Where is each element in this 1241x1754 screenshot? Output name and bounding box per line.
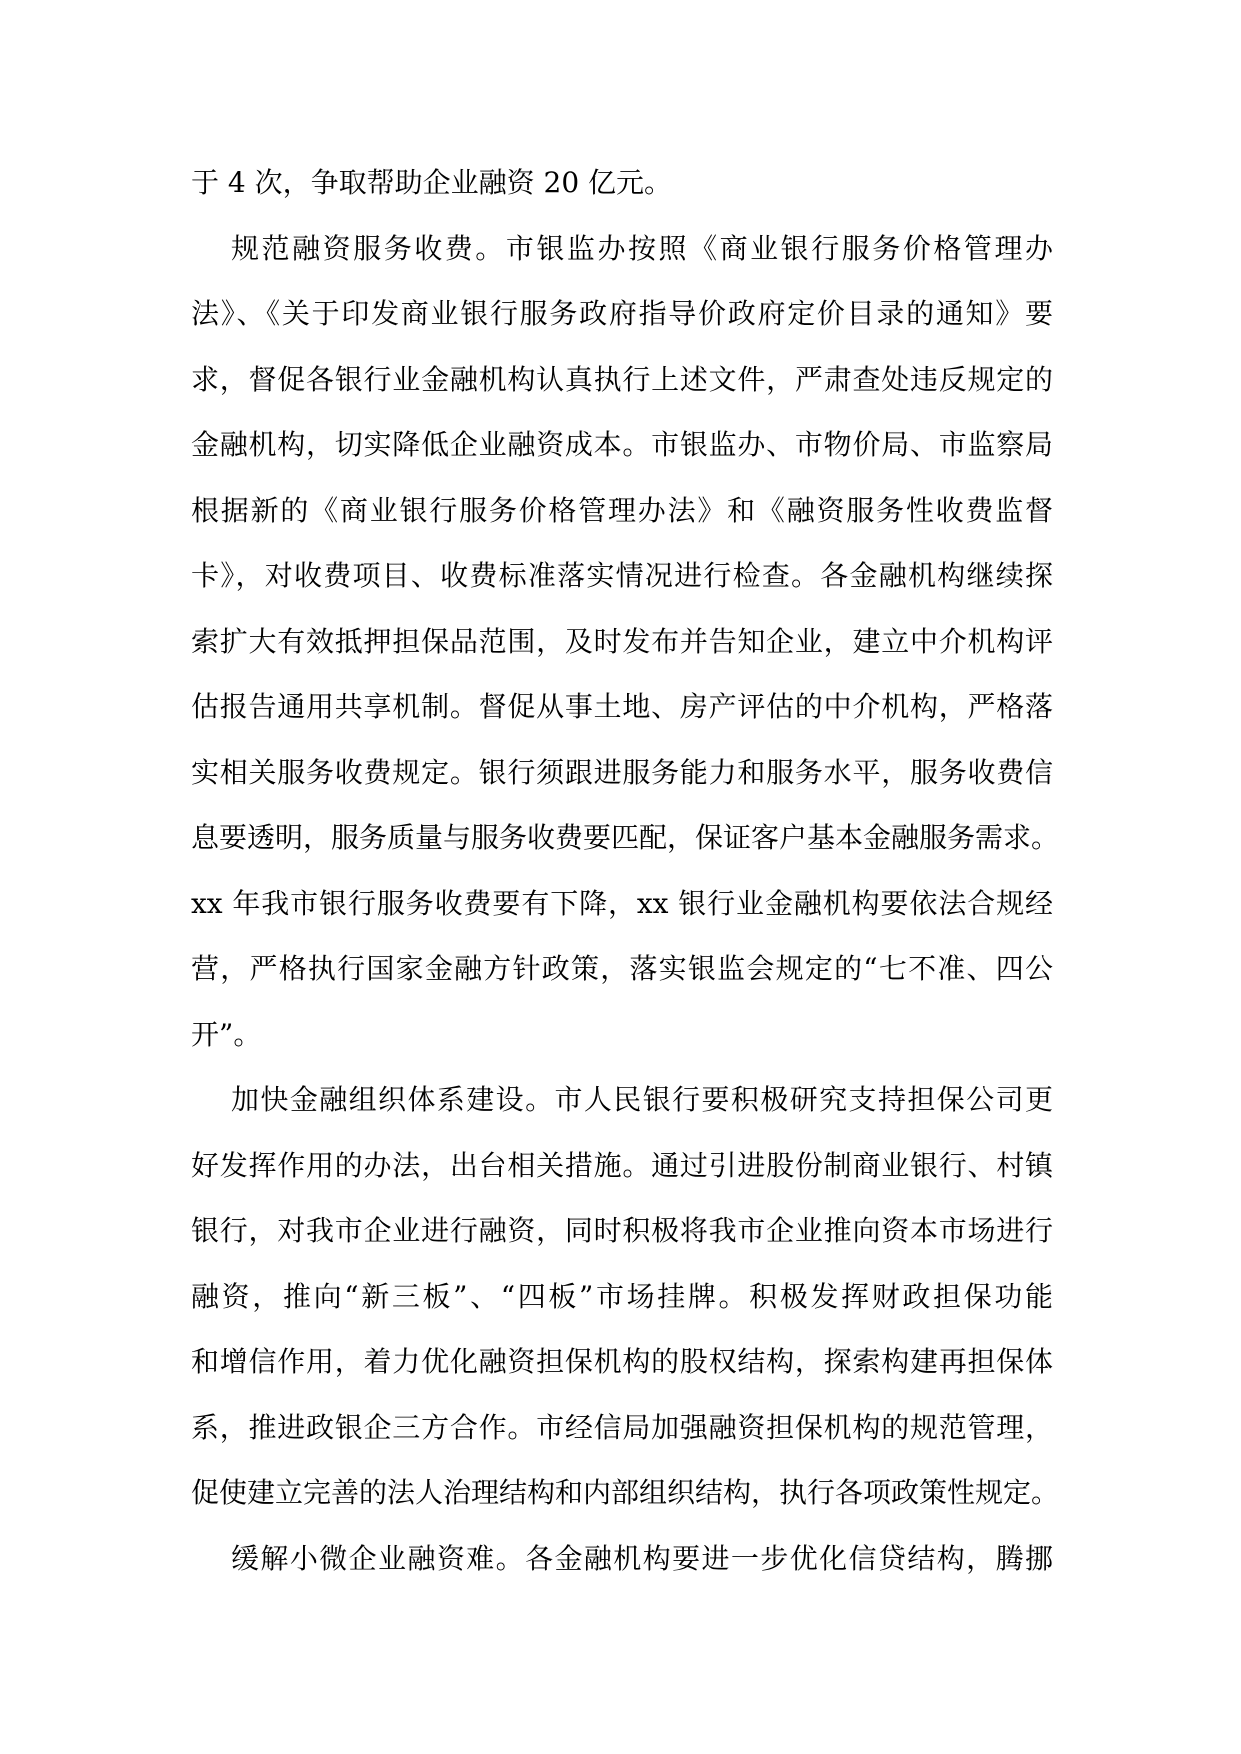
text-line: 估报告通用共享机制。督促从事土地、房产评估的中介机构，严格落 [191,690,1053,723]
text-line: xx 年我市银行服务收费要有下降，xx 银行业金融机构要依法合规经 [191,886,1053,920]
text-line: 金融机构，切实降低企业融资成本。市银监办、市物价局、市监察局 [191,428,1053,461]
text-line: 和增信作用，着力优化融资担保机构的股权结构，探索构建再担保体 [191,1345,1053,1378]
text-line: 根据新的《商业银行服务价格管理办法》和《融资服务性收费监督 [191,493,1053,527]
body-text [191,150,1060,1591]
text-line: 促使建立完善的法人治理结构和内部组织结构，执行各项政策性规定。 [191,1476,1060,1509]
text-line: 系，推进政银企三方合作。市经信局加强融资担保机构的规范管理， [191,1410,1053,1444]
text-line: 融资，推向“新三板”、“四板”市场挂牌。积极发挥财政担保功能 [191,1279,1053,1313]
paragraph-first-line: 加快金融组织体系建设。市人民银行要积极研究支持担保公司更 [231,1083,1053,1116]
text-line: 实相关服务收费规定。银行须跟进服务能力和服务水平，服务收费信 [191,755,1053,789]
text-line: 于 4 次，争取帮助企业融资 20 亿元。 [191,166,673,199]
text-line: 索扩大有效抵押担保品范围，及时发布并告知企业，建立中介机构评 [191,624,1053,658]
text-line: 法》、《关于印发商业银行服务政府指导价政府定价目录的通知》要 [191,297,1053,330]
paragraph-first-line: 缓解小微企业融资难。各金融机构要进一步优化信贷结构，腾挪 [231,1541,1053,1575]
text-line: 开”。 [191,1017,262,1051]
text-line: 息要透明，服务质量与服务收费要匹配，保证客户基本金融服务需求。 [191,821,1060,854]
text-line: 求，督促各银行业金融机构认真执行上述文件，严肃查处违反规定的 [191,362,1053,396]
text-line: 银行，对我市企业进行融资，同时积极将我市企业推向资本市场进行 [191,1214,1053,1247]
text-line: 好发挥作用的办法，出台相关措施。通过引进股份制商业银行、村镇 [191,1148,1053,1182]
text-line: 营，严格执行国家金融方针政策，落实银监会规定的“七不准、四公 [191,952,1053,985]
paragraph-first-line: 规范融资服务收费。市银监办按照《商业银行服务价格管理办 [231,231,1053,265]
text-line: 卡》，对收费项目、收费标准落实情况进行检查。各金融机构继续探 [191,559,1053,592]
